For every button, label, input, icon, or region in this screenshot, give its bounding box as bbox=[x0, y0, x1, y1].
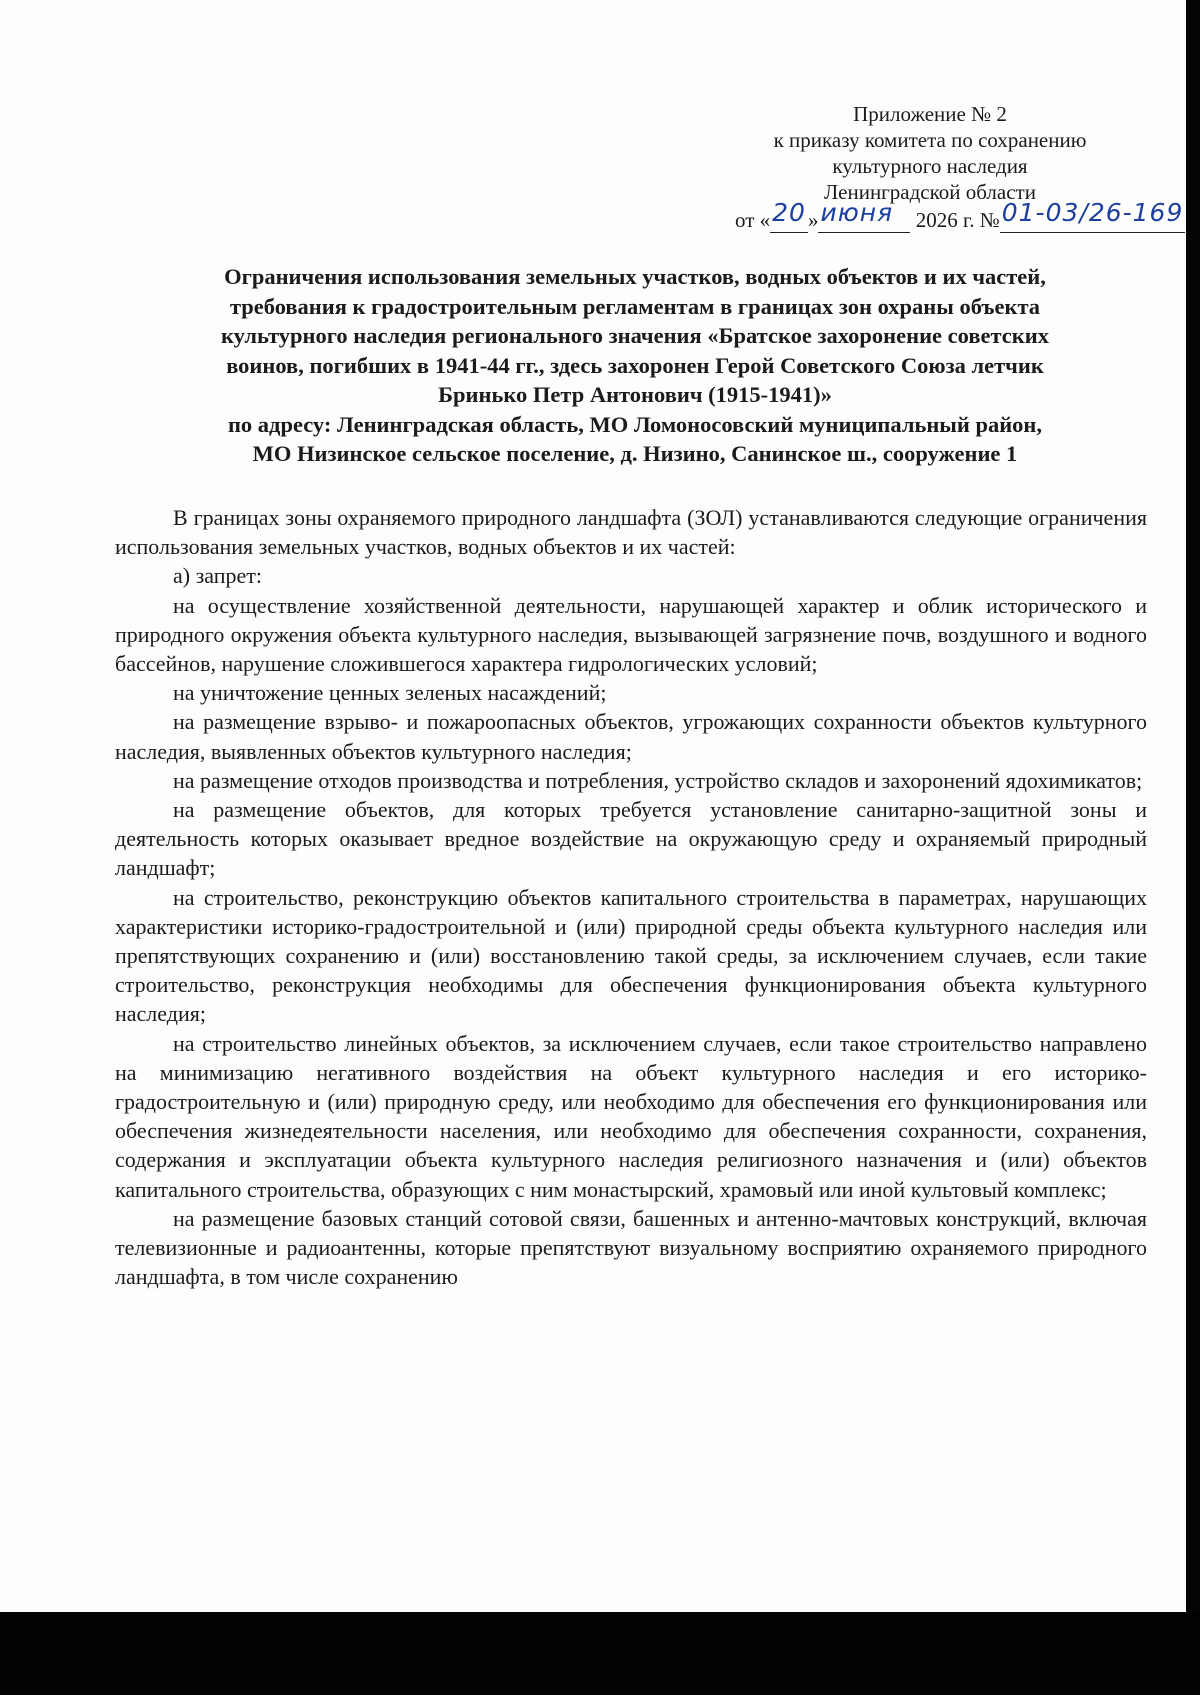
restriction-paragraph: на размещение базовых станций сотовой связи, башенных и антенно-мачтовых конструкций, включая телевизионные и радиоантенны, которые препятствуют визуальному восприятию охраняемого природного ландшафта, в том числе сохранению bbox=[115, 1205, 1147, 1290]
item-a-heading: а) запрет: bbox=[173, 563, 263, 589]
title-address-line: по адресу: Ленинградская область, МО Ломоносовский муниципальный район, bbox=[227, 411, 1043, 437]
title-line: культурного наследия регионального значения «Братское захоронение советских bbox=[221, 323, 1049, 348]
document-title bbox=[120, 262, 1150, 469]
appendix-header bbox=[730, 101, 1130, 205]
title-line: Бринько Петр Антонович (1915-1941)» bbox=[438, 382, 832, 407]
restriction-paragraph: на строительство линейных объектов, за исключением случаев, если такое строительство направлено на минимизацию негативного воздействия на объект культурного наследия и его историко-градостроительную и (или) природную среду, или необходимо для обеспечения его функционирования или обеспечения жизнедеятельности населения, или необходимо для обеспечения сохранности, сохранения, содержания и эксплуатации объекта культурного наследия религиозного назначения и (или) объектов капитального строительства, образующих с ним монастырский, храмовый или иной культовый комплекс; bbox=[115, 1030, 1147, 1202]
handwritten-order-number: 01-03/26-169 bbox=[1001, 198, 1184, 227]
restriction-paragraph: на строительство, реконструкцию объектов капитального строительства в параметрах, нарушающих характеристики историко-градостроительной и (или) природной среды объекта культурного наследия или препятствующих сохранению и (или) восстановлению такой среды, за исключением случаев, если такие строительство, реконструкция необходимы для обеспечения функционирования объекта культурного наследия; bbox=[115, 884, 1147, 1027]
restriction-paragraph: на уничтожение ценных зеленых насаждений; bbox=[173, 680, 607, 706]
date-day-close: » bbox=[807, 208, 819, 232]
date-day-field bbox=[770, 198, 808, 233]
title-line: Ограничения использования земельных участков, водных объектов и их частей, bbox=[224, 264, 1046, 289]
title-line: воинов, погибших в 1941-44 гг., здесь захоронен Герой Советского Союза летчик bbox=[226, 352, 1044, 378]
date-prefix: от « bbox=[735, 208, 771, 232]
intro-paragraph: В границах зоны охраняемого природного ландшафта (ЗОЛ) устанавливаются следующие ограничения использования земельных участков, водных объектов и их частей: bbox=[115, 505, 1147, 560]
appendix-number: Приложение № 2 bbox=[853, 102, 1007, 126]
restriction-paragraph: на размещение объектов, для которых требуется установление санитарно-защитной зоны и деятельность которых оказывает вредное воздействие на окружающую среду и охраняемый природный ландшафт; bbox=[115, 797, 1147, 881]
restriction-paragraph: на размещение взрыво- и пожароопасных объектов, угрожающих сохранности объектов культурного наследия, выявленных объектов культурного наследия; bbox=[115, 709, 1147, 764]
document-body bbox=[115, 503, 1147, 1291]
order-number-field bbox=[1000, 198, 1186, 233]
handwritten-day: 20 bbox=[772, 198, 806, 227]
scan-edge-right bbox=[1186, 0, 1200, 1695]
order-date-line bbox=[735, 198, 1184, 233]
title-line: требования к градостроительным регламентам в границах зон охраны объекта bbox=[229, 293, 1041, 319]
appendix-committee: культурного наследия bbox=[832, 154, 1028, 178]
restriction-paragraph: на размещение отходов производства и потребления, устройство складов и захоронений ядохимикатов; bbox=[173, 767, 1143, 793]
scan-edge-bottom bbox=[0, 1612, 1200, 1695]
appendix-order-ref: к приказу комитета по сохранению bbox=[773, 128, 1087, 152]
date-month-field bbox=[818, 198, 910, 233]
restriction-paragraph: на осуществление хозяйственной деятельности, нарушающей характер и облик исторического и природного окружения объекта культурного наследия, вызывающей загрязнение почв, воздушного и водного бассейнов, нарушение сложившегося характера гидрологических условий; bbox=[115, 592, 1147, 677]
handwritten-month: июня bbox=[820, 198, 894, 227]
date-year-number-label: 2026 г. № bbox=[915, 208, 1000, 232]
appendix-region: Ленинградской области bbox=[824, 180, 1036, 204]
title-address-line: МО Низинское сельское поселение, д. Низино, Санинское ш., сооружение 1 bbox=[252, 441, 1018, 466]
